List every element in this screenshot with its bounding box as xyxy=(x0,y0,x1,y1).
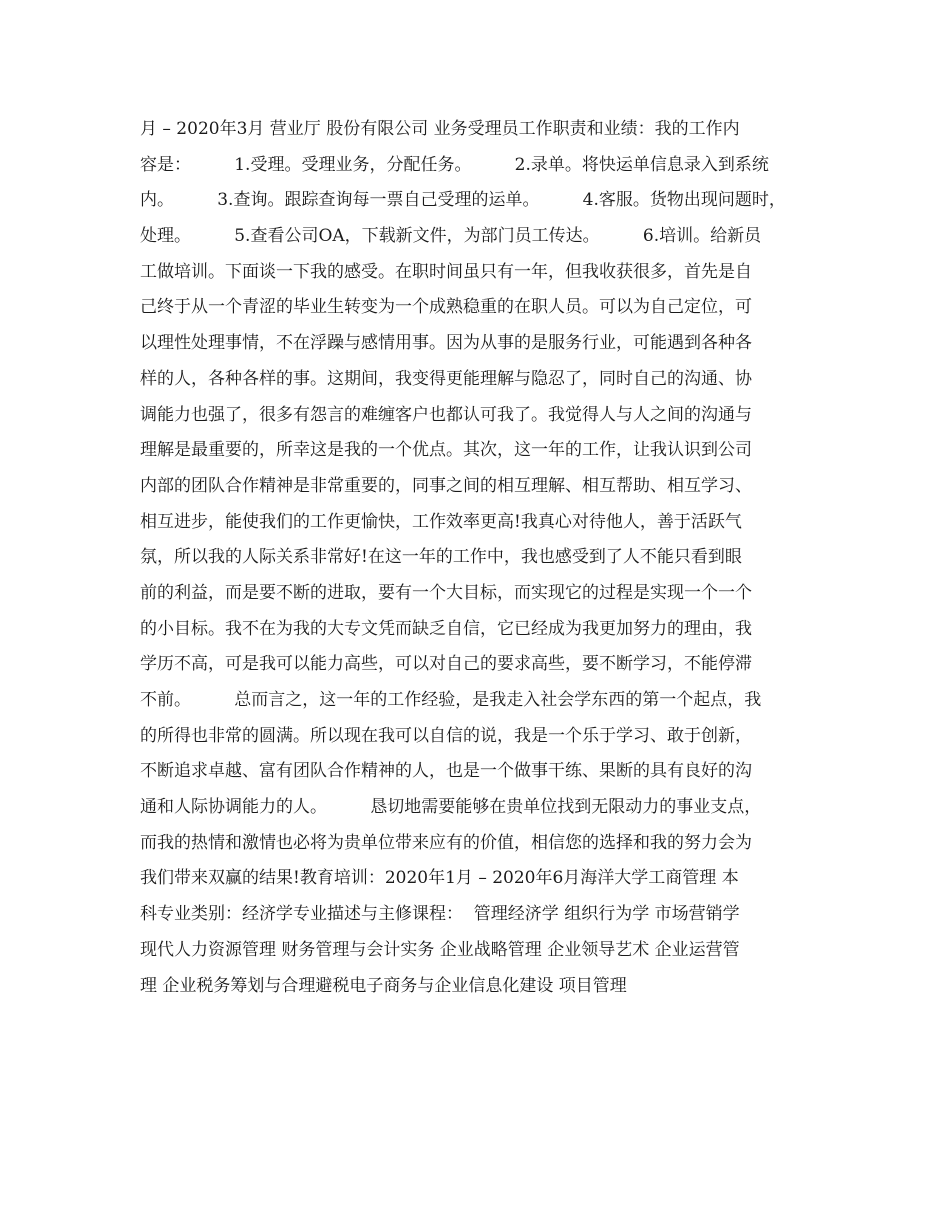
text-line: 相互进步，能使我们的工作更愉快，工作效率更高!我真心对待他人，善于活跃气 xyxy=(140,511,742,532)
text-line: 不断追求卓越、富有团队合作精神的人，也是一个做事干练、果断的具有良好的沟 xyxy=(140,761,752,782)
text-line: 的所得也非常的圆满。所以现在我可以自信的说，我是一个乐于学习、敢于创新， xyxy=(140,725,752,746)
text-line: 而我的热情和激情也必将为贵单位带来应有的价值，相信您的选择和我的努力会为 xyxy=(140,832,752,853)
text-line: 我们带来双赢的结果!教育培训：2020年1月 – 2020年6月海洋大学工商管理 本 xyxy=(140,868,739,889)
text-line: 通和人际协调能力的人。 恳切地需要能够在贵单位找到无限动力的事业支点， xyxy=(140,797,762,818)
text-line: 现代人力资源管理 财务管理与会计实务 企业战略管理 企业领导艺术 企业运营管 xyxy=(140,939,740,960)
text-line: 处理。 5.查看公司OA，下载新文件，为部门员工传达。 6.培训。给新员 xyxy=(140,226,762,247)
text-line: 氛，所以我的人际关系非常好!在这一年的工作中，我也感受到了人不能只看到眼 xyxy=(140,547,742,568)
text-line: 理解是最重要的，所幸这是我的一个优点。其次，这一年的工作，让我认识到公司 xyxy=(140,440,752,461)
text-line: 前的利益，而是要不断的进取，要有一个大目标，而实现它的过程是实现一个一个 xyxy=(140,582,752,603)
body-text xyxy=(140,112,830,1004)
text-line: 调能力也强了，很多有怨言的难缠客户也都认可我了。我觉得人与人之间的沟通与 xyxy=(140,404,752,425)
text-line: 以理性处理事情，不在浮躁与感情用事。因为从事的是服务行业，可能遇到各种各 xyxy=(140,333,752,354)
text-line: 内。 3.查询。跟踪查询每一票自己受理的运单。 4.客服。货物出现问题时， xyxy=(140,190,786,211)
text-line: 月 – 2020年3月 营业厅 股份有限公司 业务受理员工作职责和业绩：我的工作内 xyxy=(140,119,740,139)
text-line: 己终于从一个青涩的毕业生转变为一个成熟稳重的在职人员。可以为自己定位，可 xyxy=(140,297,752,318)
text-line: 样的人，各种各样的事。这期间，我变得更能理解与隐忍了，同时自己的沟通、协 xyxy=(140,368,752,389)
text-line: 内部的团队合作精神是非常重要的，同事之间的相互理解、相互帮助、相互学习、 xyxy=(140,475,752,496)
text-line: 学历不高，可是我可以能力高些，可以对自己的要求高些，要不断学习，不能停滞 xyxy=(140,654,752,675)
text-line: 理 企业税务筹划与合理避税电子商务与企业信息化建设 项目管理 xyxy=(140,975,627,996)
text-line: 容是： 1.受理。受理业务，分配任务。 2.录单。将快运单信息录入到系统 xyxy=(140,154,769,175)
text-line: 工做培训。下面谈一下我的感受。在职时间虽只有一年，但我收获很多，首先是自 xyxy=(140,261,752,282)
text-line: 科专业类别：经济学专业描述与主修课程： 管理经济学 组织行为学 市场营销学 xyxy=(140,904,740,925)
text-line: 不前。 总而言之，这一年的工作经验，是我走入社会学东西的第一个起点，我 xyxy=(140,690,762,710)
text-line: 的小目标。我不在为我的大专文凭而缺乏自信，它已经成为我更加努力的理由，我 xyxy=(140,618,752,639)
